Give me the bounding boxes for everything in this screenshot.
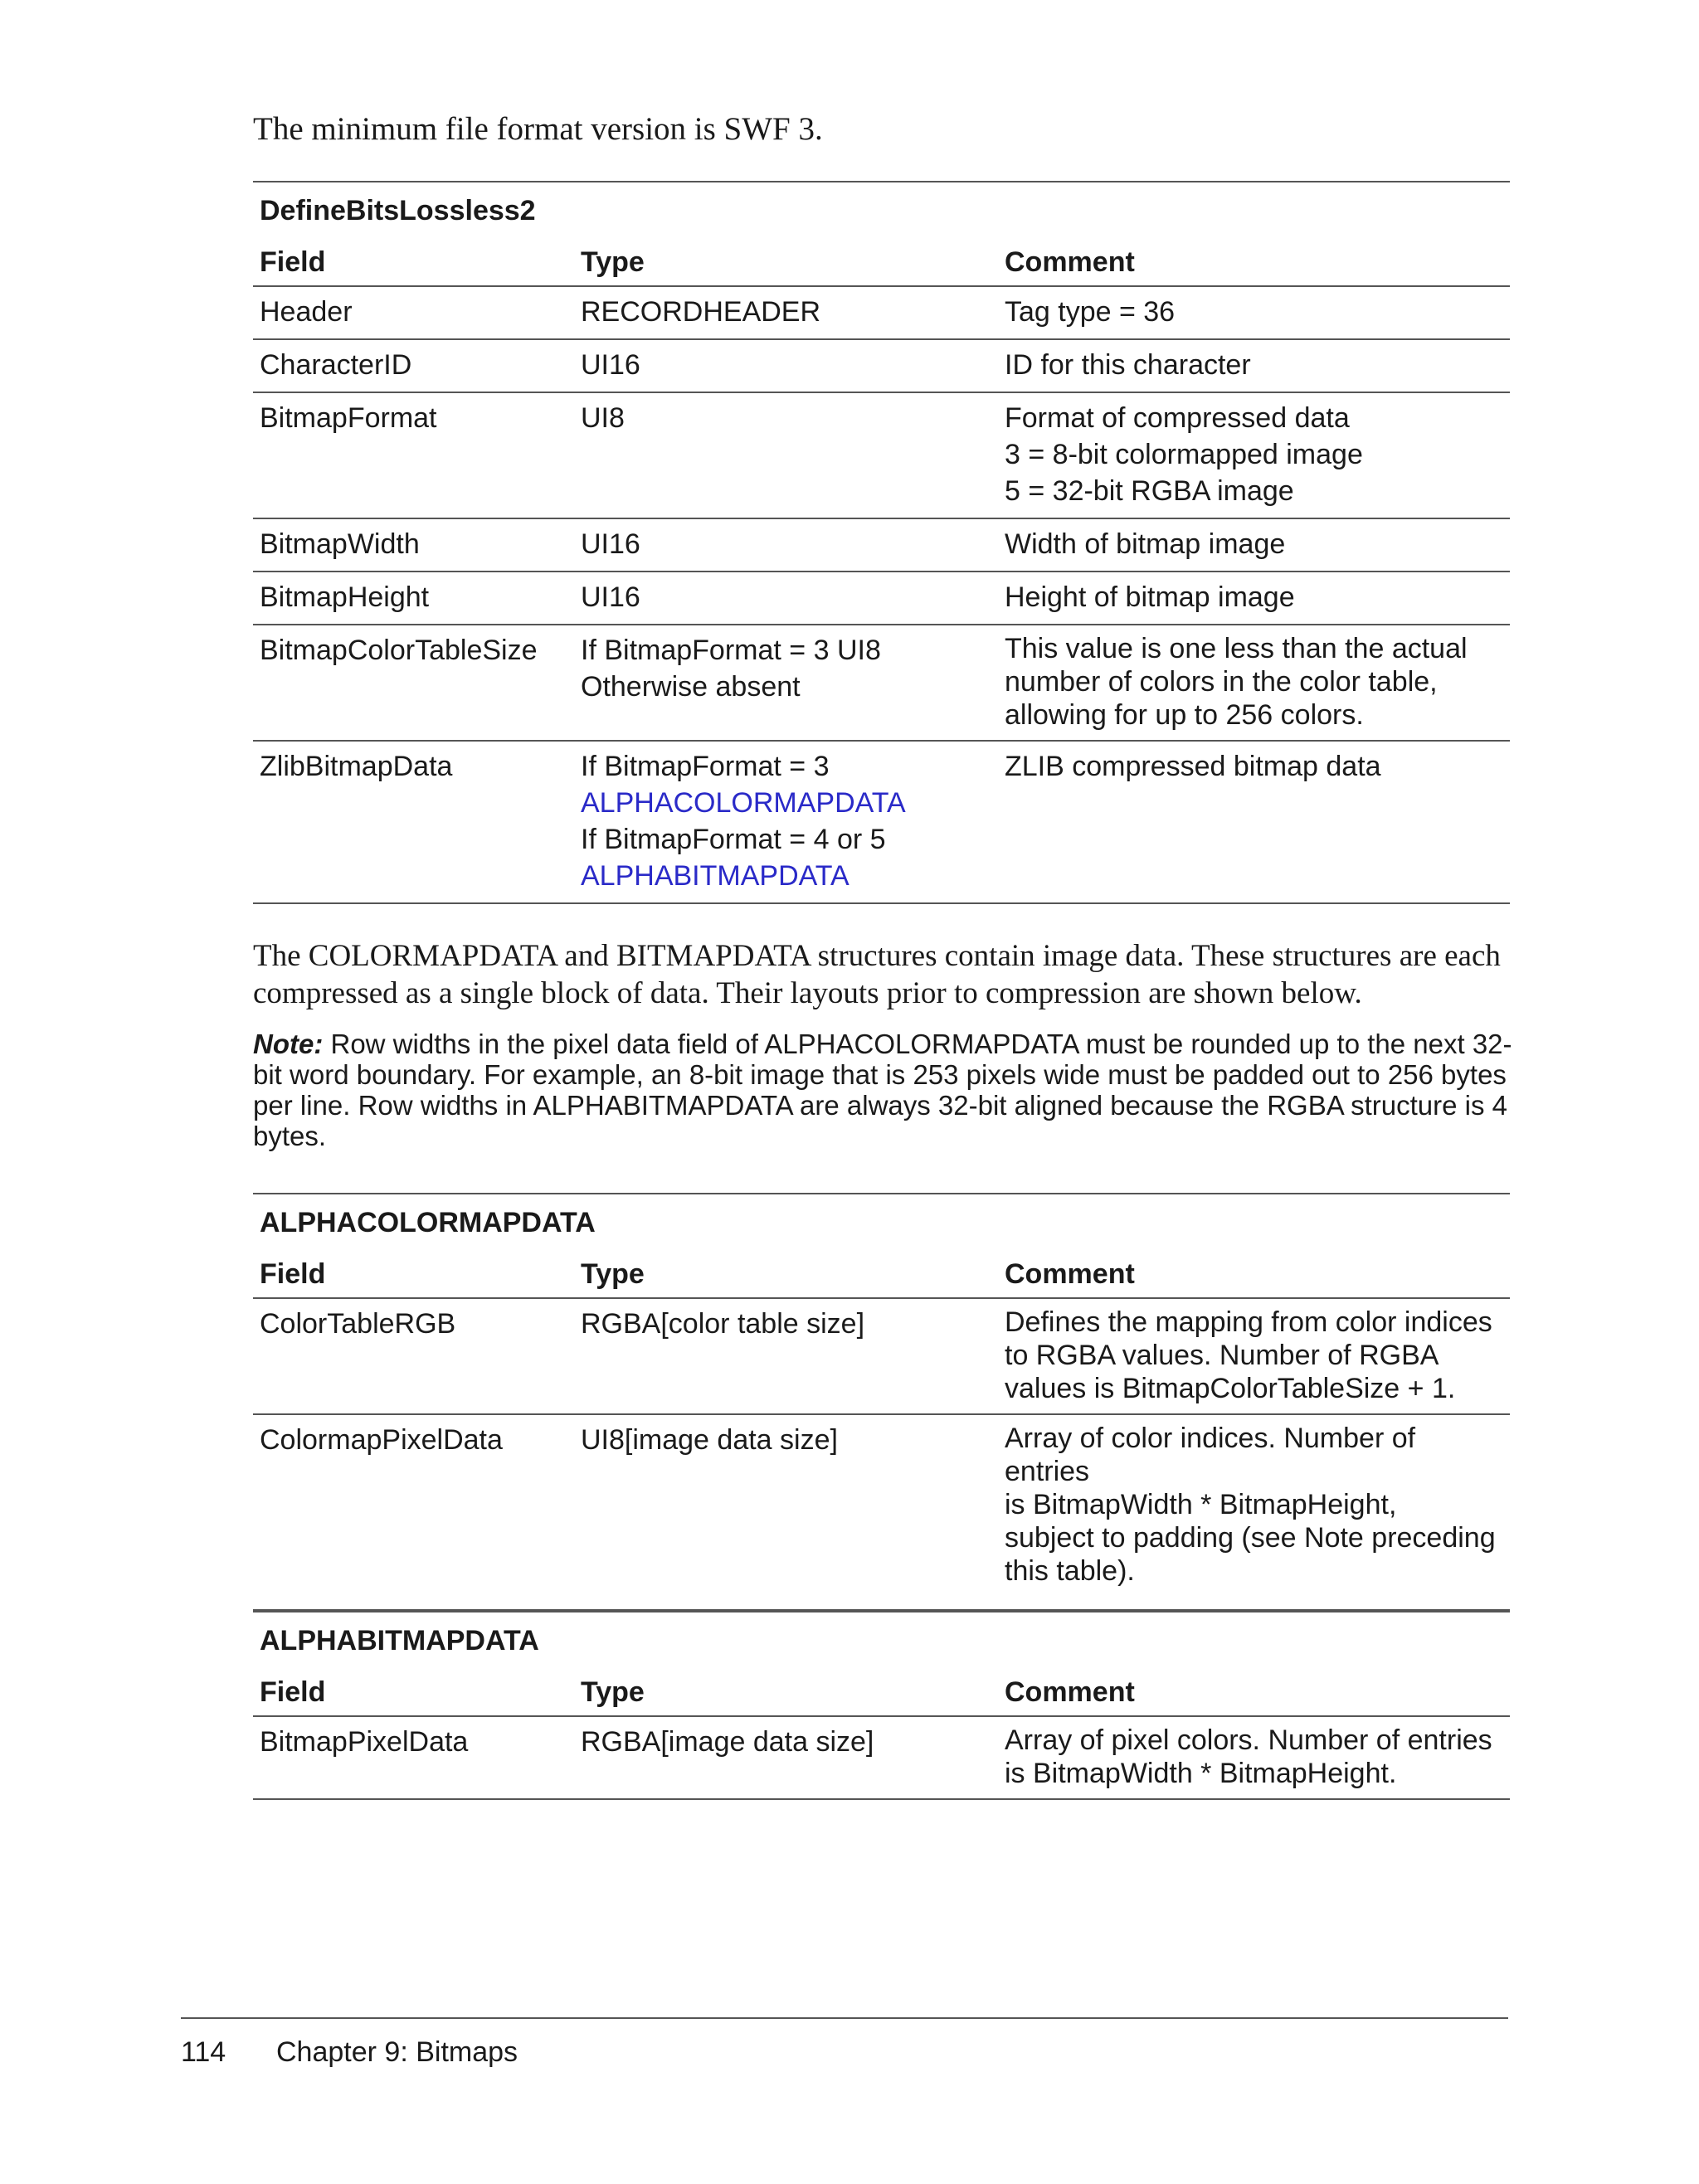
footer-divider [181,2017,1508,2019]
header-comment: Comment [998,236,1510,286]
field-cell: ColormapPixelData [253,1414,574,1610]
comment-cell: Width of bitmap image [998,518,1510,572]
header-type: Type [574,1666,998,1716]
comment-cell: Height of bitmap image [998,572,1510,625]
table-title: DefineBitsLossless2 [253,182,1510,236]
note-paragraph [253,1029,1514,1151]
table-row [253,1716,1510,1799]
comment-cell: ZLIB compressed bitmap data [998,741,1510,903]
type-cell: UI16 [574,572,998,625]
type-cell: UI16 [574,339,998,392]
intro-text: The minimum file format version is SWF 3. [253,111,823,147]
alphabitmapdata-link[interactable]: ALPHABITMAPDATA [581,860,850,892]
comment-cell: Defines the mapping from color indices to RGBA values. Number of RGBA values is BitmapColorTableSize + 1. [998,1298,1510,1414]
field-cell: ColorTableRGB [253,1298,574,1414]
comment-cell: ID for this character [998,339,1510,392]
note-text: Row widths in the pixel data field of ALPHACOLORMAPDATA must be rounded up to the next 32-bit word boundary. For example, an 8-bit image that is 253 pixels wide must be padded out to 256 bytes per line. Row widths in ALPHABITMAPDATA are always 32-bit aligned because the RGBA structure is 4 bytes. [253,1029,1512,1151]
field-cell: CharacterID [253,339,574,392]
alphacolormapdata-link[interactable]: ALPHACOLORMAPDATA [581,787,906,819]
field-cell: BitmapPixelData [253,1716,574,1799]
field-cell: BitmapFormat [253,392,574,518]
table-row [253,339,1510,392]
comment-cell: Tag type = 36 [998,286,1510,339]
page-footer [181,2036,518,2069]
table-row [253,572,1510,625]
comment-cell: Array of pixel colors. Number of entries is BitmapWidth * BitmapHeight. [998,1716,1510,1799]
table-row [253,518,1510,572]
table-row [253,286,1510,339]
table-header-row [253,1666,1510,1716]
type-cell: RGBA[color table size] [574,1298,998,1414]
header-comment: Comment [998,1666,1510,1716]
table-definebitslossless2 [253,181,1510,904]
page-number: 114 [181,2036,226,2068]
header-comment: Comment [998,1248,1510,1298]
type-cell: RECORDHEADER [574,286,998,339]
header-type: Type [574,1248,998,1298]
table-alphacolormapdata [253,1193,1510,1611]
type-cell: RGBA[image data size] [574,1716,998,1799]
table-title: ALPHACOLORMAPDATA [253,1194,1510,1248]
comment-cell: Format of compressed data 3 = 8-bit colormapped image 5 = 32-bit RGBA image [998,392,1510,518]
field-cell: BitmapHeight [253,572,574,625]
type-cell: UI8 [574,392,998,518]
field-cell: Header [253,286,574,339]
header-field: Field [253,236,574,286]
field-cell: BitmapColorTableSize [253,625,574,741]
table-row [253,1414,1510,1610]
table-row [253,1298,1510,1414]
table-header-row [253,236,1510,286]
table-row [253,741,1510,903]
header-field: Field [253,1666,574,1716]
comment-cell: This value is one less than the actual number of colors in the color table, allowing for up to 256 colors. [998,625,1510,741]
type-cell: If BitmapFormat = 3 ALPHACOLORMAPDATA If BitmapFormat = 4 or 5 ALPHABITMAPDATA [574,741,998,903]
chapter-title: Chapter 9: Bitmaps [276,2036,518,2068]
table-row [253,392,1510,518]
table-alphabitmapdata [253,1611,1510,1800]
header-field: Field [253,1248,574,1298]
table-header-row [253,1248,1510,1298]
type-cell: UI8[image data size] [574,1414,998,1610]
type-cell: UI16 [574,518,998,572]
comment-cell: Array of color indices. Number of entries is BitmapWidth * BitmapHeight, subject to padding (see Note preceding this table). [998,1414,1510,1610]
table-title: ALPHABITMAPDATA [253,1612,1510,1666]
note-label: Note: [253,1029,324,1059]
field-cell: ZlibBitmapData [253,741,574,903]
field-cell: BitmapWidth [253,518,574,572]
table-row [253,625,1510,741]
type-cell: If BitmapFormat = 3 UI8 Otherwise absent [574,625,998,741]
structures-paragraph: The COLORMAPDATA and BITMAPDATA structures contain image data. These structures are each compressed as a single block of data. Their layouts prior to compression are shown below. [253,939,1501,1010]
header-type: Type [574,236,998,286]
